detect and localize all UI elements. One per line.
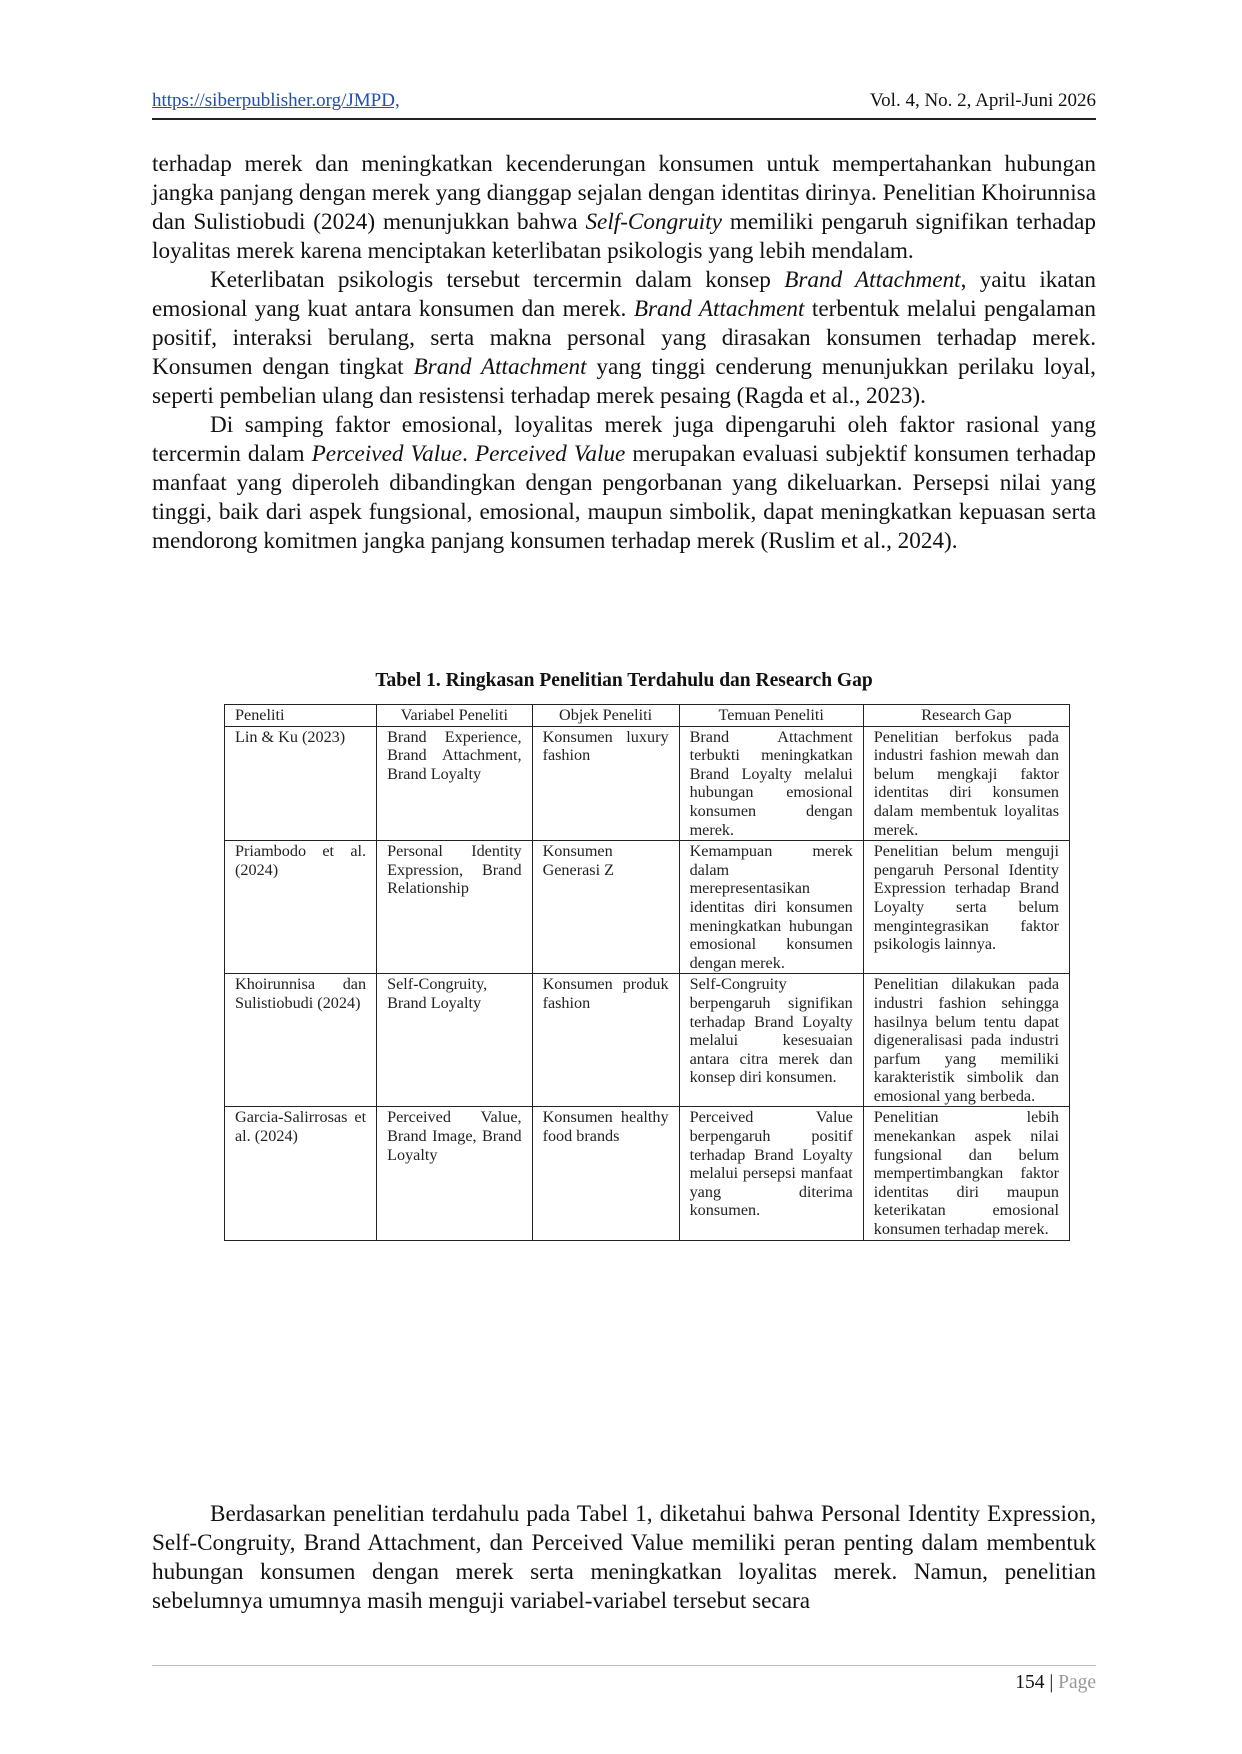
table-cell: Priambodo et al. (2024)	[225, 841, 377, 974]
text-run: Di samping faktor emosional, loyalitas merek juga dipengaruhi oleh faktor rasional yang tercermin dalam	[152, 412, 1096, 467]
volume-info: Vol. 4, No. 2, April-Juni 2026	[869, 90, 1096, 111]
table-cell: Brand Attachment terbukti meningkatkan Brand Loyalty melalui hubungan emosional konsumen dengan merek.	[679, 726, 863, 841]
page-separator: |	[1044, 1672, 1059, 1693]
table-row	[225, 841, 1070, 974]
paragraph-2	[152, 266, 1096, 411]
research-table	[224, 704, 1070, 1241]
table-cell: Perceived Value, Brand Image, Brand Loyalty	[377, 1107, 532, 1240]
table-row	[225, 974, 1070, 1107]
text-run: terhadap merek dan meningkatkan kecenderungan konsumen untuk mempertahankan hubungan jangka panjang dengan merek yang dianggap sejalan dengan identitas dirinya. Penelitian Khoirunnisa dan Sulistiobudi (2024) menunjukkan bahwa	[152, 151, 1096, 235]
body-text	[152, 150, 1096, 556]
journal-link[interactable]: https://siberpublisher.org/JMPD,	[152, 90, 400, 111]
col-header-research-gap: Research Gap	[863, 705, 1069, 727]
text-run: terbentuk melalui pengalaman positif, interaksi berulang, serta makna personal yang dirasakan konsumen terhadap merek. Konsumen dengan tingkat	[152, 296, 1097, 380]
paragraph-3	[152, 411, 1096, 556]
table-cell: Konsumen healthy food brands	[532, 1107, 679, 1240]
paragraph-4: Berdasarkan penelitian terdahulu pada Tabel 1, diketahui bahwa Personal Identity Expression, Self-Congruity, Brand Attachment, dan Perceived Value memiliki peran penting dalam membentuk hubungan konsumen dengan merek serta meningkatkan loyalitas merek. Namun, penelitian sebelumnya umumnya masih menguji variabel-variabel tersebut secara	[152, 1501, 1096, 1614]
table-header-row	[225, 705, 1070, 727]
table-cell: Lin & Ku (2023)	[225, 726, 377, 841]
text-run: .	[462, 441, 475, 467]
italic-term: Brand Attachment	[633, 296, 805, 322]
closing-text	[152, 1500, 1096, 1616]
table-cell: Brand Experience, Brand Attachment, Brand Loyalty	[377, 726, 532, 841]
col-header-objek: Objek Peneliti	[532, 705, 679, 727]
italic-term: Perceived Value	[311, 441, 463, 467]
table-caption: Tabel 1. Ringkasan Penelitian Terdahulu dan Research Gap	[375, 670, 873, 691]
table-cell: Konsumen luxury fashion	[532, 726, 679, 841]
footer-divider	[152, 1665, 1096, 1666]
page-number: 154	[1015, 1672, 1045, 1693]
col-header-peneliti: Peneliti	[225, 705, 377, 727]
text-run: , yaitu ikatan emosional yang kuat antara konsumen dan merek.	[152, 267, 1096, 322]
paragraph-1	[152, 150, 1096, 266]
table-cell: Kemampuan merek dalam merepresentasikan identitas diri konsumen meningkatkan hubungan emosional konsumen dengan merek.	[679, 841, 863, 974]
table-cell: Self-Congruity berpengaruh signifikan terhadap Brand Loyalty melalui kesesuaian antara citra merek dan konsep diri konsumen.	[679, 974, 863, 1107]
table-cell: Konsumen produk fashion	[532, 974, 679, 1107]
italic-term: Brand Attachment	[413, 354, 587, 380]
table-cell: Khoirunnisa dan Sulistiobudi (2024)	[225, 974, 377, 1107]
col-header-variabel: Variabel Peneliti	[377, 705, 532, 727]
table-row	[225, 726, 1070, 841]
table-row	[225, 1107, 1070, 1240]
page-label: Page	[1058, 1672, 1096, 1693]
table-cell: Penelitian berfokus pada industri fashion mewah dan belum mengkaji faktor identitas diri konsumen dalam membentuk loyalitas merek.	[863, 726, 1069, 841]
col-header-temuan: Temuan Peneliti	[679, 705, 863, 727]
italic-term: Self-Congruity	[585, 209, 722, 235]
text-run: Keterlibatan psikologis tersebut tercermin dalam konsep	[210, 267, 785, 293]
text-run: yang tinggi cenderung menunjukkan perilaku loyal, seperti pembelian ulang dan resistensi terhadap merek pesaing (Ragda et al., 2023).	[152, 354, 1096, 409]
italic-term: Brand Attachment	[784, 267, 961, 293]
table-cell: Self-Congruity, Brand Loyalty	[377, 974, 532, 1107]
text-run: memiliki pengaruh signifikan terhadap loyalitas merek karena menciptakan keterlibatan psikologis yang lebih mendalam.	[152, 209, 1096, 264]
table-cell: Penelitian dilakukan pada industri fashion sehingga hasilnya belum tentu dapat digeneralisasi pada industri parfum yang memiliki karakteristik simbolik dan emosional yang berbeda.	[863, 974, 1069, 1107]
table-cell: Personal Identity Expression, Brand Relationship	[377, 841, 532, 974]
page-header	[152, 88, 1096, 120]
table-cell: Perceived Value berpengaruh positif terhadap Brand Loyalty melalui persepsi manfaat yang diterima konsumen.	[679, 1107, 863, 1240]
italic-term: Perceived Value	[474, 441, 626, 467]
text-run: merupakan evaluasi subjektif konsumen terhadap manfaat yang diperoleh dibandingkan dengan pengorbanan yang dikeluarkan. Persepsi nilai yang tinggi, baik dari aspek fungsional, emosional, maupun simbolik, dapat meningkatkan kepuasan serta mendorong komitmen jangka panjang konsumen terhadap merek (Ruslim et al., 2024).	[152, 441, 1096, 554]
table-cell: Penelitian belum menguji pengaruh Personal Identity Expression terhadap Brand Loyalty serta belum mengintegrasikan faktor psikologis lainnya.	[863, 841, 1069, 974]
table-cell: Garcia-Salirrosas et al. (2024)	[225, 1107, 377, 1240]
table-cell: Penelitian lebih menekankan aspek nilai fungsional dan belum mempertimbangkan faktor identitas diri maupun keterikatan emosional konsumen terhadap merek.	[863, 1107, 1069, 1240]
table-cell: Konsumen Generasi Z	[532, 841, 679, 974]
page-footer	[1015, 1672, 1096, 1694]
